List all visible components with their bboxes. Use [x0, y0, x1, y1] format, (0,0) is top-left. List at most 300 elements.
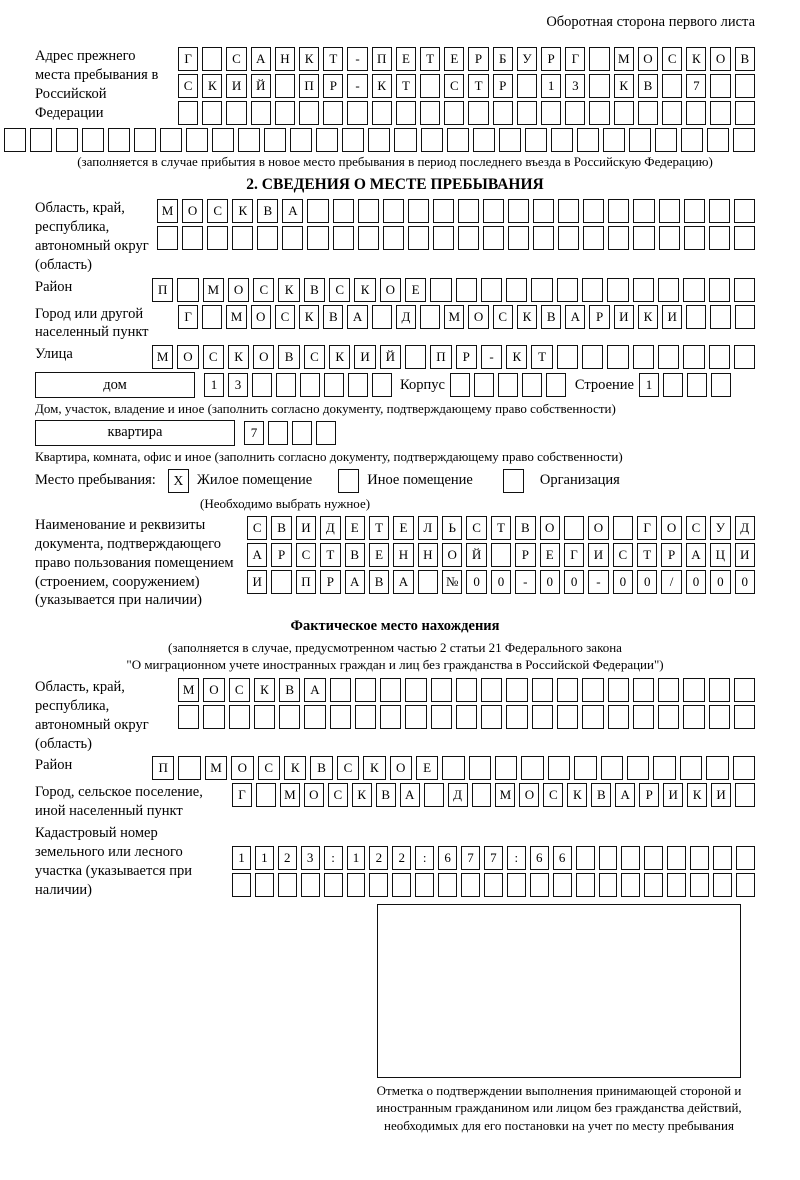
char-cell [506, 705, 527, 729]
char-cell [577, 128, 599, 152]
char-cell: К [687, 783, 707, 807]
char-cell [301, 873, 320, 897]
char-cell [408, 199, 429, 223]
char-cell: Р [661, 543, 681, 567]
char-cell [576, 873, 595, 897]
char-cell [599, 846, 618, 870]
actual-city-label: Город, сельское поселение, иной населенный пункт [35, 784, 203, 820]
char-cell [574, 756, 596, 780]
char-cell [212, 128, 234, 152]
char-cell: Ь [442, 516, 462, 540]
char-cell [582, 678, 603, 702]
char-cell [709, 278, 730, 302]
char-cell: В [345, 543, 365, 567]
char-cell [157, 226, 178, 250]
char-cell: 0 [637, 570, 657, 594]
char-cell: В [278, 345, 299, 369]
char-cell: К [254, 678, 275, 702]
actual-region-row1 [178, 678, 755, 702]
char-cell [481, 278, 502, 302]
char-cell: В [515, 516, 535, 540]
char-cell: Е [416, 756, 438, 780]
char-cell [484, 873, 503, 897]
char-cell: С [207, 199, 228, 223]
char-cell: 7 [686, 74, 706, 98]
char-cell [627, 756, 649, 780]
actual-district-label: Район [35, 757, 73, 774]
char-cell [736, 873, 755, 897]
actual-city-row [232, 783, 755, 807]
char-cell [483, 199, 504, 223]
char-cell [355, 678, 376, 702]
char-cell [469, 756, 491, 780]
char-cell [735, 101, 755, 125]
char-cell: И [226, 74, 246, 98]
char-cell [629, 128, 651, 152]
stay-option-organization-label: Организация [539, 472, 620, 489]
char-cell: С [229, 678, 250, 702]
char-cell: О [228, 278, 249, 302]
char-cell: С [329, 278, 350, 302]
char-cell [420, 101, 440, 125]
char-cell: С [226, 47, 246, 71]
char-cell: 1 [232, 846, 251, 870]
char-cell [333, 199, 354, 223]
char-cell: С [304, 345, 325, 369]
char-cell: М [178, 678, 199, 702]
char-cell: О [251, 305, 271, 329]
char-cell [348, 373, 368, 397]
char-cell: Л [418, 516, 438, 540]
char-cell: И [614, 305, 634, 329]
char-cell [498, 373, 518, 397]
char-cell: 7 [461, 846, 480, 870]
korpus-cells [450, 373, 566, 397]
char-cell: Т [637, 543, 657, 567]
char-cell [226, 101, 246, 125]
char-cell: Е [444, 47, 464, 71]
char-cell: О [540, 516, 560, 540]
street-label: Улица [35, 346, 73, 363]
char-cell [576, 846, 595, 870]
char-cell [383, 226, 404, 250]
char-cell [304, 705, 325, 729]
char-cell: К [372, 74, 392, 98]
char-cell: 2 [392, 846, 411, 870]
char-cell [380, 678, 401, 702]
prev-address-note: (заполняется в случае прибытия в новое место пребывания в период последнего въезда в Российскую Федерацию) [77, 154, 713, 169]
char-cell [633, 278, 654, 302]
char-cell: 1 [347, 846, 366, 870]
char-cell [667, 873, 686, 897]
char-cell: Р [493, 74, 513, 98]
char-cell: - [347, 74, 367, 98]
char-cell [178, 705, 199, 729]
char-cell [372, 305, 392, 329]
char-cell [229, 705, 250, 729]
char-cell [644, 873, 663, 897]
char-cell: К [567, 783, 587, 807]
prev-address-row4 [4, 128, 755, 152]
char-cell: А [400, 783, 420, 807]
char-cell: Ц [710, 543, 730, 567]
char-cell [709, 199, 730, 223]
char-cell [589, 74, 609, 98]
char-cell [662, 74, 682, 98]
char-cell [613, 516, 633, 540]
char-cell [383, 199, 404, 223]
char-cell [442, 756, 464, 780]
char-cell [430, 278, 451, 302]
char-cell [658, 678, 679, 702]
char-cell: Е [405, 278, 426, 302]
region-field [35, 199, 755, 274]
char-cell: С [337, 756, 359, 780]
char-cell [178, 756, 200, 780]
section2-title: 2. СВЕДЕНИЯ О МЕСТЕ ПРЕБЫВАНИЯ [246, 176, 544, 194]
stay-option-other-label: Иное помещение [367, 472, 473, 489]
stay-option-residential-checkbox: X [168, 469, 189, 493]
char-cell [667, 846, 686, 870]
char-cell [607, 278, 628, 302]
char-cell: У [517, 47, 537, 71]
char-cell [420, 74, 440, 98]
actual-district-grid [152, 756, 755, 780]
char-cell: К [517, 305, 537, 329]
char-cell [506, 278, 527, 302]
char-cell [557, 278, 578, 302]
char-cell: С [686, 516, 706, 540]
actual-location-title: Фактическое место нахождения [290, 618, 500, 635]
char-cell [178, 101, 198, 125]
char-cell [232, 873, 251, 897]
char-cell [450, 373, 470, 397]
char-cell: : [324, 846, 343, 870]
char-cell: И [588, 543, 608, 567]
char-cell: О [519, 783, 539, 807]
char-cell [433, 199, 454, 223]
char-cell [551, 128, 573, 152]
prev-address-label: Адрес прежнего места пребывания в Российской Федерации [35, 48, 159, 121]
char-cell: Е [393, 516, 413, 540]
char-cell [316, 421, 336, 445]
char-cell: М [157, 199, 178, 223]
char-cell [655, 128, 677, 152]
char-cell: С [613, 543, 633, 567]
char-cell: С [444, 74, 464, 98]
char-cell [481, 678, 502, 702]
char-cell [582, 278, 603, 302]
cadastre-label: Кадастровый номер земельного или лесного участка (указывается при наличии) [35, 825, 192, 898]
char-cell [706, 756, 728, 780]
char-cell [456, 278, 477, 302]
char-cell [658, 705, 679, 729]
char-cell [690, 873, 709, 897]
char-cell [394, 128, 416, 152]
char-cell: К [299, 305, 319, 329]
char-cell [481, 705, 502, 729]
char-cell: 6 [438, 846, 457, 870]
char-cell: Е [540, 543, 560, 567]
char-cell [254, 705, 275, 729]
char-cell [431, 705, 452, 729]
char-cell [447, 128, 469, 152]
char-cell [134, 128, 156, 152]
char-cell: 1 [541, 74, 561, 98]
char-cell [621, 873, 640, 897]
apartment-row [35, 420, 755, 446]
char-cell [368, 128, 390, 152]
char-cell [405, 345, 426, 369]
char-cell: О [710, 47, 730, 71]
char-cell: С [275, 305, 295, 329]
char-cell [734, 678, 755, 702]
char-cell [709, 345, 730, 369]
prev-address-row1 [178, 47, 755, 71]
char-cell [709, 678, 730, 702]
actual-location-note2: "О миграционном учете иностранных граждан и лиц без гражданства в Российской Федерации") [126, 657, 664, 673]
char-cell [734, 278, 755, 302]
char-cell [608, 705, 629, 729]
char-cell [456, 678, 477, 702]
document-field [35, 516, 755, 610]
char-cell: М [226, 305, 246, 329]
char-cell [182, 226, 203, 250]
char-cell: Р [320, 570, 340, 594]
apartment-type-box: квартира [35, 420, 235, 446]
char-cell [324, 873, 343, 897]
char-cell [522, 373, 542, 397]
char-cell: И [711, 783, 731, 807]
char-cell: П [430, 345, 451, 369]
char-cell [474, 373, 494, 397]
char-cell: 0 [466, 570, 486, 594]
char-cell: А [686, 543, 706, 567]
char-cell [683, 678, 704, 702]
char-cell: : [507, 846, 526, 870]
char-cell [252, 373, 272, 397]
district-label: Район [35, 278, 73, 295]
char-cell: К [278, 278, 299, 302]
char-cell: 0 [735, 570, 755, 594]
char-cell: М [280, 783, 300, 807]
char-cell [541, 101, 561, 125]
char-cell [638, 101, 658, 125]
char-cell: С [296, 543, 316, 567]
district-field [35, 278, 755, 302]
char-cell: К [614, 74, 634, 98]
char-cell [456, 705, 477, 729]
char-cell [734, 226, 755, 250]
char-cell: В [591, 783, 611, 807]
char-cell: Р [639, 783, 659, 807]
char-cell: 1 [255, 846, 274, 870]
char-cell: В [638, 74, 658, 98]
char-cell [418, 570, 438, 594]
char-cell: Р [589, 305, 609, 329]
char-cell [56, 128, 78, 152]
char-cell [517, 101, 537, 125]
char-cell [330, 705, 351, 729]
char-cell: В [735, 47, 755, 71]
char-cell [734, 199, 755, 223]
char-cell: П [152, 756, 174, 780]
char-cell [444, 101, 464, 125]
char-cell [232, 226, 253, 250]
char-cell: И [247, 570, 267, 594]
char-cell [347, 101, 367, 125]
char-cell: А [251, 47, 271, 71]
char-cell: 3 [301, 846, 320, 870]
char-cell: - [588, 570, 608, 594]
char-cell [433, 226, 454, 250]
char-cell: О [468, 305, 488, 329]
char-cell: А [304, 678, 325, 702]
char-cell [683, 345, 704, 369]
char-cell [276, 373, 296, 397]
char-cell: № [442, 570, 462, 594]
char-cell: С [466, 516, 486, 540]
char-cell [468, 101, 488, 125]
char-cell: А [247, 543, 267, 567]
stamp-note: Отметка о подтверждении выполнения принимающей стороной и иностранным гражданином или лицом без гражданства действий, необходимых для его постановки на учет по месту пребывания [376, 1082, 742, 1134]
char-cell [733, 756, 755, 780]
char-cell: А [615, 783, 635, 807]
char-cell: М [495, 783, 515, 807]
char-cell [458, 226, 479, 250]
char-cell: 7 [244, 421, 264, 445]
stroenie-label: Строение [574, 376, 634, 393]
char-cell: К [506, 345, 527, 369]
char-cell: Т [369, 516, 389, 540]
char-cell [633, 199, 654, 223]
char-cell: О [203, 678, 224, 702]
char-cell [380, 705, 401, 729]
char-cell [557, 705, 578, 729]
char-cell [177, 278, 198, 302]
char-cell [271, 570, 291, 594]
stay-type-label: Место пребывания: [35, 472, 156, 489]
char-cell: Г [564, 543, 584, 567]
char-cell [30, 128, 52, 152]
char-cell [621, 846, 640, 870]
char-cell [583, 226, 604, 250]
char-cell [160, 128, 182, 152]
char-cell [710, 101, 730, 125]
char-cell [472, 783, 492, 807]
city-label: Город или другой населенный пункт [35, 305, 149, 341]
city-row [178, 305, 755, 329]
char-cell: Д [735, 516, 755, 540]
char-cell: Т [531, 345, 552, 369]
char-cell: В [376, 783, 396, 807]
district-grid [152, 278, 755, 302]
char-cell: О [177, 345, 198, 369]
char-cell: С [203, 345, 224, 369]
char-cell: Т [396, 74, 416, 98]
char-cell: И [662, 305, 682, 329]
char-cell: Т [323, 47, 343, 71]
char-cell: 2 [369, 846, 388, 870]
char-cell: - [347, 47, 367, 71]
char-cell [653, 756, 675, 780]
char-cell [603, 128, 625, 152]
stay-option-residential-label: Жилое помещение [196, 472, 313, 489]
char-cell: Г [178, 305, 198, 329]
char-cell [355, 705, 376, 729]
char-cell: В [279, 678, 300, 702]
char-cell [424, 783, 444, 807]
char-cell [589, 101, 609, 125]
char-cell [558, 199, 579, 223]
char-cell: М [152, 345, 173, 369]
char-cell [614, 101, 634, 125]
char-cell [690, 846, 709, 870]
char-cell [686, 305, 706, 329]
char-cell [734, 345, 755, 369]
char-cell [546, 373, 566, 397]
char-cell [82, 128, 104, 152]
char-cell [582, 345, 603, 369]
actual-city-field [35, 783, 755, 821]
char-cell [506, 678, 527, 702]
char-cell [392, 873, 411, 897]
char-cell: К [363, 756, 385, 780]
char-cell [659, 199, 680, 223]
korpus-label: Корпус [400, 376, 445, 393]
char-cell [735, 783, 755, 807]
char-cell [507, 873, 526, 897]
char-cell: С [543, 783, 563, 807]
char-cell [499, 128, 521, 152]
char-cell [202, 47, 222, 71]
char-cell: Н [418, 543, 438, 567]
stamp-area [363, 904, 755, 1136]
document-row2 [247, 543, 755, 567]
apartment-number-cells [244, 421, 336, 445]
char-cell: Р [541, 47, 561, 71]
actual-region-field [35, 678, 755, 753]
char-cell [508, 199, 529, 223]
char-cell [264, 128, 286, 152]
char-cell [709, 226, 730, 250]
char-cell: Р [468, 47, 488, 71]
char-cell [711, 373, 731, 397]
char-cell [713, 873, 732, 897]
char-cell: С [662, 47, 682, 71]
char-cell: О [380, 278, 401, 302]
char-cell [558, 226, 579, 250]
char-cell: А [282, 199, 303, 223]
stay-option-organization-checkbox [503, 469, 524, 493]
char-cell: Г [232, 783, 252, 807]
stay-type-note: (Необходимо выбрать нужное) [200, 495, 371, 511]
char-cell [733, 128, 755, 152]
char-cell [531, 278, 552, 302]
char-cell: П [299, 74, 319, 98]
char-cell: К [329, 345, 350, 369]
char-cell [299, 101, 319, 125]
char-cell: В [257, 199, 278, 223]
char-cell [282, 226, 303, 250]
document-row3 [247, 570, 755, 594]
stay-option-other-checkbox [338, 469, 359, 493]
cadastre-row2 [232, 873, 755, 897]
char-cell [203, 705, 224, 729]
char-cell [557, 678, 578, 702]
char-cell: М [444, 305, 464, 329]
actual-location-note1: (заполняется в случае, предусмотренном частью 2 статьи 21 Федерального закона [168, 640, 622, 656]
